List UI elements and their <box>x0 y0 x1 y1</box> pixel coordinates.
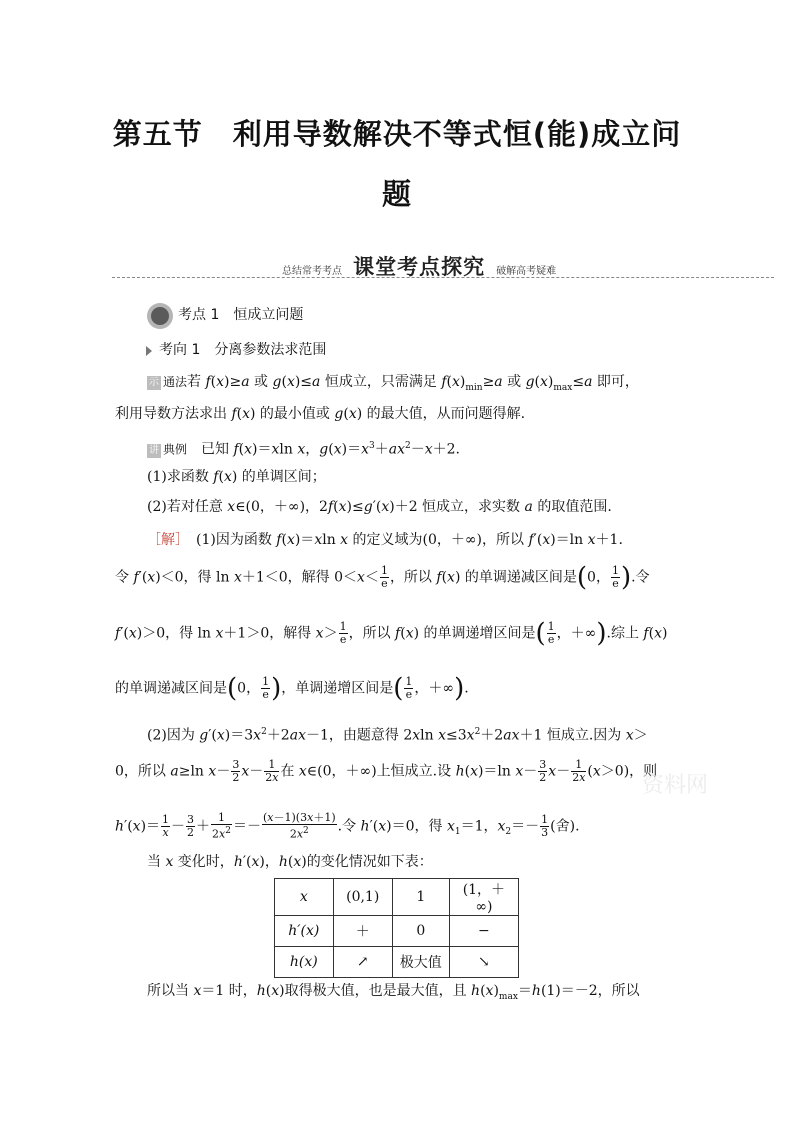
method-line-2: 利用导数方法求出 f(x) 的最小值或 g(x) 的最大值，从而问题得解. <box>115 406 526 422</box>
table-cell: 1 <box>392 879 449 916</box>
table-cell: ↗ <box>333 947 392 978</box>
banner-title: 课堂考点探究 <box>353 255 486 279</box>
solution-line-3: f′(x)＞0，得 ln x＋1＞0，解得 x＞ $\frac{1}{e}$ ，所以 f(x) 的单调递增区间是( $\frac{1}{e}$ ，＋∞).综上 f(x) <box>115 618 668 649</box>
section-circle-icon <box>147 303 173 329</box>
page-title-continuation: 题 <box>381 177 412 211</box>
table-row <box>275 916 519 947</box>
table-cell: (1，＋∞) <box>449 879 518 916</box>
triangle-bullet-icon <box>146 346 152 356</box>
table-cell: 0 <box>392 916 449 947</box>
banner-right-text: 破解高考疑难 <box>496 266 557 277</box>
solution-line-4: 的单调递减区间是(0， $\frac{1}{e}$ )，单调递增区间是( $\frac{1}{e}$ ，＋∞). <box>115 673 469 704</box>
solution-line-5: (2)因为 $g'(x)=3x^2+2ax-1$，由题意得 2xln $x\le 3x^2+2ax+1$ 恒成立.因为 x＞ <box>147 727 648 744</box>
method-line-1: 示 通法若 f(x)≥a 或 g(x)≤a 恒成立，只需满足 $f(x)_{min}\ge a$ 或 $g(x)_{max}\le a$ 即可， <box>149 374 639 393</box>
table-cell: ↘ <box>449 947 518 978</box>
section-direction-heading: 考向 1 分离参数法求范围 <box>159 342 327 358</box>
table-cell: h(x) <box>275 947 334 978</box>
table-cell: − <box>449 916 518 947</box>
example-question-2: (2)若对任意 x∈(0，＋∞)，2f(x)≤g′(x)＋2 恒成立，求实数 a 的取值范围. <box>147 499 612 515</box>
page-title: 第五节 利用导数解决不等式恒(能)成立问 <box>112 117 682 151</box>
section-banner <box>282 251 662 281</box>
example-tag: 讲 <box>149 444 159 456</box>
solution-line-8: 当 x 变化时，h′(x)，h(x)的变化情况如下表： <box>147 854 433 870</box>
table-cell: x <box>275 879 334 916</box>
table-row <box>275 879 519 916</box>
example-statement: 讲 典例 已知 f(x)＝xln x，$g(x)=x^3+ax^2-x+2$. <box>149 441 460 458</box>
solution-line-2: 令 f′(x)＜0，得 ln x＋1＜0，解得 0＜x＜ $\frac{1}{e}$ ，所以 f(x) 的单调递减区间是(0， $\frac{1}{e}$ ).令 <box>115 562 650 593</box>
solution-line-6: 0，所以 a≥ln x－ $\frac{3}{2}$ x－ $\frac{1}{2x}$ 在 x∈(0，＋∞)上恒成立.设 h(x)＝ln x－ $\frac{3}{2}$ x－ $\frac{1}{2x}$ (x＞0)，则 <box>115 758 658 784</box>
table-cell: ＋ <box>333 916 392 947</box>
solution-line-7: h′(x)＝ $\frac{1}{x}$ － $\frac{3}{2}$ ＋ $\frac{1}{2x^2}$ ＝－ $\frac{(x-1)(3x+1)}{2x^2}$ .令 h′(x)＝0，得 $x_1=1$，$x_2=-$ $\frac{1}{3}$ (舍). <box>115 811 580 841</box>
solution-line-1: ［解］ (1)因为函数 f(x)＝xln x 的定义域为(0，＋∞)，所以 f′(x)＝ln x＋1. <box>147 532 623 548</box>
banner-left-text: 总结常考考点 <box>282 266 342 277</box>
variation-table <box>274 878 519 978</box>
solution-line-9: 所以当 x＝1 时，h(x)取得极大值，也是最大值，且 $h(x)_{max}=h(1)=-2$，所以 <box>147 983 640 1002</box>
table-row <box>275 947 519 978</box>
table-cell: h′(x) <box>275 916 334 947</box>
solution-label: ［解］ <box>147 532 182 548</box>
table-cell: (0,1) <box>333 879 392 916</box>
watermark-text: 资料网 <box>642 773 709 798</box>
section-point-heading: 考点 1 恒成立问题 <box>178 307 304 323</box>
method-tag: 示 <box>149 377 159 388</box>
table-cell: 极大值 <box>392 947 449 978</box>
example-question-1: (1)求函数 f(x) 的单调区间； <box>147 469 326 485</box>
